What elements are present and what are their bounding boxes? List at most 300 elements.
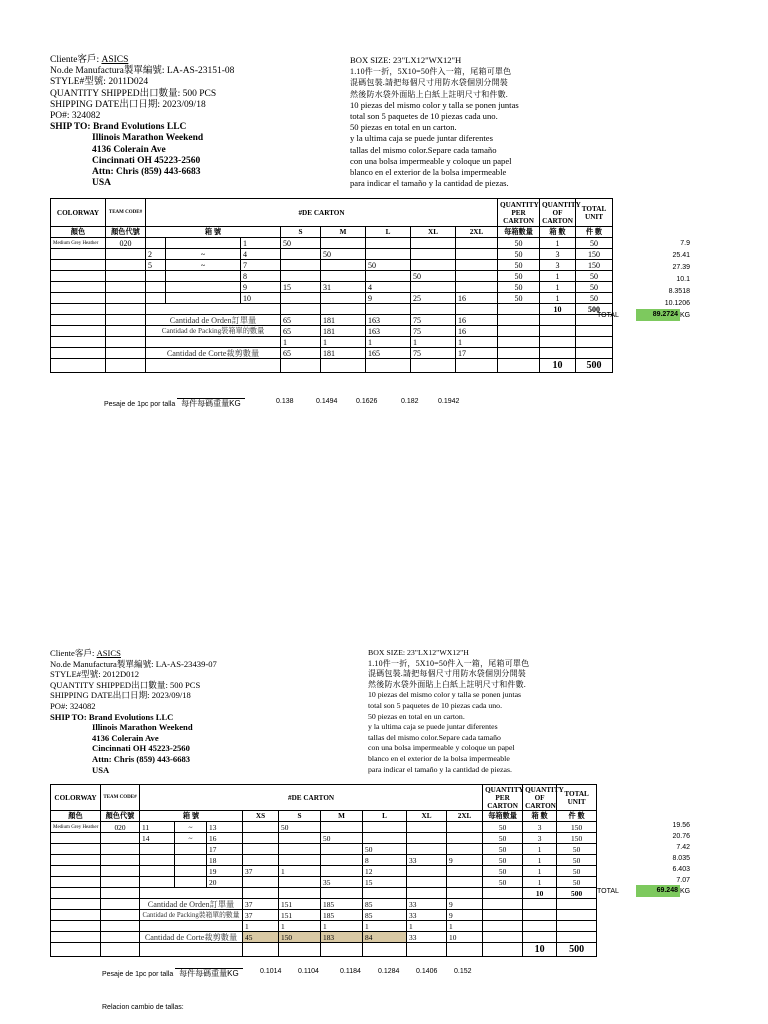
total-units: 50 xyxy=(557,855,597,866)
subtotal-units: 500 xyxy=(576,304,613,315)
subtotal-cartons: 10 xyxy=(540,304,576,315)
carton-count: 3 xyxy=(523,822,557,833)
subtotal-row xyxy=(51,304,613,315)
table-row xyxy=(51,844,597,855)
total-units: 150 xyxy=(576,260,613,271)
size-qty xyxy=(447,844,483,855)
table-row xyxy=(51,877,597,888)
total-units: 150 xyxy=(557,833,597,844)
size-qty xyxy=(243,833,279,844)
diff-qty: 1 xyxy=(456,337,498,348)
diff-qty: 1 xyxy=(243,921,279,932)
box-to: 9 xyxy=(241,282,281,293)
box-zh-header: 箱 號 xyxy=(140,811,243,822)
size-qty: 50 xyxy=(321,833,363,844)
manufactura: No.de Manufactura製單編號: LA-AS-23439-07 xyxy=(50,658,217,669)
carton-weight: 27.39 xyxy=(672,264,690,271)
packing-qty: 37 xyxy=(243,910,279,921)
size-qty xyxy=(407,833,447,844)
sheet1-notes xyxy=(350,55,519,189)
packing-qty: 33 xyxy=(407,910,447,921)
team-code-header: TEAM CODE# xyxy=(101,785,140,811)
color-cell: Medium Grey Heather xyxy=(51,822,101,833)
pesaje-value: 0.1494 xyxy=(316,398,338,405)
size-qty xyxy=(243,877,279,888)
size-qty: 15 xyxy=(281,282,321,293)
corte-qty: 17 xyxy=(456,348,498,359)
diff-row xyxy=(51,337,613,348)
total-units: 150 xyxy=(576,249,613,260)
table-row xyxy=(51,282,613,293)
carton-count: 3 xyxy=(540,249,576,260)
table-row xyxy=(51,238,613,249)
size-qty: 37 xyxy=(243,866,279,877)
note-zh: 混碼包裝.請把每個尺寸用防水袋個別分開裝 xyxy=(368,669,526,679)
packing-qty: 185 xyxy=(321,910,363,921)
size-qty xyxy=(321,238,366,249)
size-qty xyxy=(281,260,321,271)
corte-qty: 150 xyxy=(279,932,321,943)
address-line: 4136 Colerain Ave xyxy=(92,732,159,743)
carton-table xyxy=(50,198,613,373)
corte-qty: 181 xyxy=(321,348,366,359)
address-line: 4136 Colerain Ave xyxy=(92,144,166,155)
packing-label: Cantidad de Packing裝箱單的數量 xyxy=(146,326,281,337)
box-from xyxy=(146,293,166,304)
carton-count: 1 xyxy=(523,844,557,855)
packing-qty: 151 xyxy=(279,910,321,921)
qty-of-carton-header: QUANTITY OF CARTON xyxy=(540,199,576,227)
pesaje-value: 0.1284 xyxy=(378,968,400,975)
packing-qty: 181 xyxy=(321,326,366,337)
note-zh: 1.10件一折，5X10=50件入一箱，尾箱可單色 xyxy=(350,67,512,77)
size-qty: 50 xyxy=(281,238,321,249)
size-qty xyxy=(407,877,447,888)
carton-weight: 6.403 xyxy=(672,866,690,873)
size-qty xyxy=(243,844,279,855)
pesaje-label: Pesaje de 1pc por talla xyxy=(102,971,174,978)
box-from xyxy=(140,844,175,855)
pesaje-value: 0.152 xyxy=(454,968,472,975)
carton-weight: 7.9 xyxy=(680,240,690,247)
pesaje-value: 0.1104 xyxy=(298,968,319,975)
final-units: 500 xyxy=(557,943,597,957)
size-qty xyxy=(321,271,366,282)
corte-row xyxy=(51,932,597,943)
qty-per-carton: 50 xyxy=(498,249,540,260)
subtotal-units: 500 xyxy=(557,888,597,899)
address-line: USA xyxy=(92,764,110,775)
code-zh-header: 顏色代號 xyxy=(106,227,146,238)
packing-row xyxy=(51,326,613,337)
box-zh-header: 箱 號 xyxy=(146,227,281,238)
client-name: ASICS xyxy=(101,55,129,65)
box-tilde xyxy=(166,293,241,304)
pesaje-zh-label: 每件每碼重量KG xyxy=(177,398,245,408)
address-line: Attn: Chris (859) 443-6683 xyxy=(92,753,191,764)
orden-label: Cantidad de Orden訂單量 xyxy=(140,899,243,910)
note-es: tallas del mismo color.Separe cada tamaño xyxy=(350,144,497,155)
orden-qty: 37 xyxy=(243,899,279,910)
pesaje-value: 0.1184 xyxy=(340,968,361,975)
corte-qty: 165 xyxy=(366,348,411,359)
size-qty xyxy=(456,260,498,271)
note-es: total son 5 paquetes de 10 piezas cada uno. xyxy=(368,700,503,710)
box-to: 16 xyxy=(207,833,243,844)
size-qty xyxy=(279,877,321,888)
size-qty: 15 xyxy=(363,877,407,888)
qty-of-carton-header: QUANTITY OF CARTON xyxy=(523,785,557,811)
carton-header: #DE CARTON xyxy=(146,199,498,227)
table-row xyxy=(51,249,613,260)
total-units: 50 xyxy=(557,844,597,855)
carton-weight: 19.56 xyxy=(672,822,690,829)
box-to: 8 xyxy=(241,271,281,282)
subtotal-cartons: 10 xyxy=(523,888,557,899)
packing-qty: 85 xyxy=(363,910,407,921)
total-label: TOTAL xyxy=(597,888,619,895)
size-qty xyxy=(243,822,279,833)
table-row xyxy=(51,822,597,833)
table-row xyxy=(51,855,597,866)
size-qty xyxy=(411,260,456,271)
total-weight-label xyxy=(597,888,619,895)
box-from xyxy=(146,282,166,293)
total-units: 50 xyxy=(557,877,597,888)
size-qty xyxy=(456,249,498,260)
address-line: Cincinnati OH 45223-2560 xyxy=(92,743,190,754)
size-qty: 33 xyxy=(407,855,447,866)
qpc-zh-header: 每箱數量 xyxy=(483,811,523,822)
carton-header: #DE CARTON xyxy=(140,785,483,811)
diff-qty: 1 xyxy=(411,337,456,348)
size-qty: 9 xyxy=(447,855,483,866)
size-qty: 50 xyxy=(279,822,321,833)
total-kg: 69.248 xyxy=(656,887,678,894)
total-units: 50 xyxy=(576,271,613,282)
carton-count: 3 xyxy=(540,260,576,271)
size-qty xyxy=(321,866,363,877)
note-es: 10 piezas del mismo color y talla se ponen juntas xyxy=(368,690,522,700)
box-tilde xyxy=(175,844,207,855)
total-zh-header: 件 數 xyxy=(557,811,597,822)
color-zh-header: 顏色 xyxy=(51,227,106,238)
total-kg: 89.2724 xyxy=(652,311,678,318)
size-header: XL xyxy=(407,811,447,822)
po-number: PO#: 324082 xyxy=(50,111,101,122)
size-qty: 50 xyxy=(411,271,456,282)
subtotal-row xyxy=(51,888,597,899)
qty-per-carton: 50 xyxy=(483,833,523,844)
diff-qty: 1 xyxy=(407,921,447,932)
packing-qty: 65 xyxy=(281,326,321,337)
orden-qty: 16 xyxy=(456,315,498,326)
carton-count: 3 xyxy=(523,833,557,844)
qty-per-carton: 50 xyxy=(483,877,523,888)
box-tilde xyxy=(175,866,207,877)
pesaje-value: 0.1406 xyxy=(416,968,438,975)
table-row xyxy=(51,293,613,304)
note-zh: 然後防水袋外面貼上白紙上註明尺寸和件數. xyxy=(350,89,508,99)
orden-row xyxy=(51,315,613,326)
box-tilde: ~ xyxy=(175,822,207,833)
orden-qty: 181 xyxy=(321,315,366,326)
qoc-zh-header: 箱 數 xyxy=(540,227,576,238)
colorway-header: COLORWAY xyxy=(51,785,101,811)
orden-qty: 65 xyxy=(281,315,321,326)
size-header: 2XL xyxy=(456,227,498,238)
size-qty: 31 xyxy=(321,282,366,293)
size-qty: 50 xyxy=(366,260,411,271)
carton-weight: 7.07 xyxy=(676,877,690,884)
carton-table xyxy=(50,784,597,957)
pesaje-value: 0.1014 xyxy=(260,968,282,975)
note-es: y la ultima caja se puede juntar diferentes xyxy=(350,133,493,144)
colorway-header: COLORWAY xyxy=(51,199,106,227)
box-to: 13 xyxy=(207,822,243,833)
corte-qty: 65 xyxy=(281,348,321,359)
note-es: y la ultima caja se puede juntar diferentes xyxy=(368,722,498,732)
packing-qty: 163 xyxy=(366,326,411,337)
box-tilde xyxy=(175,855,207,866)
client-label: Cliente客戶: xyxy=(50,648,95,658)
orden-qty: 151 xyxy=(279,899,321,910)
note-es: 10 piezas del mismo color y talla se ponen juntas xyxy=(350,99,519,110)
box-to: 4 xyxy=(241,249,281,260)
qty-per-carton: 50 xyxy=(498,260,540,271)
diff-qty: 1 xyxy=(321,337,366,348)
orden-label: Cantidad de Orden訂單量 xyxy=(146,315,281,326)
size-qty xyxy=(321,822,363,833)
size-header: 2XL xyxy=(447,811,483,822)
qty-per-carton-header: QUANTITY PER CARTON xyxy=(483,785,523,811)
table-row xyxy=(51,866,597,877)
final-total-row xyxy=(51,943,597,957)
final-cartons: 10 xyxy=(523,943,557,957)
orden-qty: 75 xyxy=(411,315,456,326)
box-tilde xyxy=(166,271,241,282)
size-qty: 8 xyxy=(363,855,407,866)
address-line: USA xyxy=(92,178,112,189)
size-qty xyxy=(456,238,498,249)
size-qty xyxy=(366,249,411,260)
size-header: M xyxy=(321,227,366,238)
size-qty: 16 xyxy=(456,293,498,304)
diff-qty: 1 xyxy=(279,921,321,932)
style-number: STYLE#型號: 2012D012 xyxy=(50,669,140,680)
size-qty xyxy=(363,822,407,833)
packing-qty: 75 xyxy=(411,326,456,337)
box-from: 2 xyxy=(146,249,166,260)
qty-per-carton: 50 xyxy=(498,293,540,304)
total-zh-header: 件 數 xyxy=(576,227,613,238)
size-qty: 50 xyxy=(363,844,407,855)
size-qty: 12 xyxy=(363,866,407,877)
size-qty xyxy=(321,293,366,304)
pesaje-row xyxy=(104,398,524,409)
orden-qty: 85 xyxy=(363,899,407,910)
note-es: 50 piezas en total en un carton. xyxy=(368,711,465,721)
pesaje-value: 0.138 xyxy=(276,398,294,405)
size-qty xyxy=(447,833,483,844)
packing-label: Cantidad de Packing裝箱單的數量 xyxy=(140,910,243,921)
note-es: 50 piezas en total en un carton. xyxy=(350,122,457,133)
total-units: 50 xyxy=(576,282,613,293)
carton-weight: 10.1206 xyxy=(664,300,690,307)
size-header: L xyxy=(363,811,407,822)
box-tilde xyxy=(175,877,207,888)
pesaje-value: 0.182 xyxy=(401,398,419,405)
carton-count: 1 xyxy=(523,877,557,888)
team-code-header: TEAM CODE# xyxy=(106,199,146,227)
carton-weight: 10.1 xyxy=(676,276,690,283)
pesaje-value: 0.1626 xyxy=(356,398,378,405)
kg-unit: KG xyxy=(680,888,691,895)
size-qty xyxy=(407,844,447,855)
orden-qty: 33 xyxy=(407,899,447,910)
note-zh: 混碼包裝.請把每個尺寸用防水袋個別分開裝 xyxy=(350,78,508,88)
diff-qty: 1 xyxy=(366,337,411,348)
note-es: total son 5 paquetes de 10 piezas cada uno. xyxy=(350,111,498,122)
table-row xyxy=(51,271,613,282)
size-qty xyxy=(363,833,407,844)
packing-qty: 16 xyxy=(456,326,498,337)
pesaje-row xyxy=(102,968,522,979)
relacion-label: Relacion cambio de tallas: xyxy=(102,1004,184,1011)
orden-qty: 185 xyxy=(321,899,363,910)
size-qty xyxy=(321,855,363,866)
total-label: TOTAL xyxy=(597,312,619,319)
corte-qty: 183 xyxy=(321,932,363,943)
size-qty xyxy=(447,866,483,877)
diff-qty: 1 xyxy=(447,921,483,932)
size-qty xyxy=(281,293,321,304)
total-weight-label xyxy=(597,312,619,319)
total-units: 50 xyxy=(576,238,613,249)
qoc-zh-header: 箱 數 xyxy=(523,811,557,822)
quantity-shipped: QUANTITY SHIPPED出口數量: 500 PCS xyxy=(50,88,217,99)
qty-per-carton: 50 xyxy=(498,271,540,282)
corte-label: Cantidad de Corte裁剪數量 xyxy=(146,348,281,359)
qty-per-carton-header: QUANTITY PER CARTON xyxy=(498,199,540,227)
qty-per-carton: 50 xyxy=(498,282,540,293)
box-tilde: ~ xyxy=(166,249,241,260)
ship-to: SHIP TO: Brand Evolutions LLC xyxy=(50,711,174,722)
size-qty xyxy=(281,249,321,260)
carton-weight: 8.035 xyxy=(672,855,690,862)
box-to: 1 xyxy=(241,238,281,249)
final-units: 500 xyxy=(576,359,613,373)
packing-row xyxy=(51,910,597,921)
diff-row xyxy=(51,921,597,932)
quantity-shipped: QUANTITY SHIPPED出口數量: 500 PCS xyxy=(50,679,201,690)
note-es: para indicar el tamaño y la cantidad de piezas. xyxy=(350,178,509,189)
client-name: ASICS xyxy=(96,648,121,658)
total-weight-value xyxy=(636,885,680,897)
size-qty xyxy=(279,855,321,866)
box-from: 5 xyxy=(146,260,166,271)
table-row xyxy=(51,833,597,844)
diff-qty: 1 xyxy=(321,921,363,932)
box-to: 18 xyxy=(207,855,243,866)
box-tilde xyxy=(166,238,241,249)
size-qty xyxy=(411,249,456,260)
carton-weight: 7.42 xyxy=(676,844,690,851)
address-line: Cincinnati OH 45223-2560 xyxy=(92,155,201,166)
kg-unit: KG xyxy=(680,312,691,319)
shipping-date: SHIPPING DATE出口日期: 2023/09/18 xyxy=(50,99,206,110)
size-qty: 35 xyxy=(321,877,363,888)
corte-row xyxy=(51,348,613,359)
final-cartons: 10 xyxy=(540,359,576,373)
final-total-row xyxy=(51,359,613,373)
note-es: blanco en el exterior de la bolsa impermeable xyxy=(368,753,510,763)
manufactura: No.de Manufactura製單編號: LA-AS-23151-08 xyxy=(50,66,235,77)
size-header: L xyxy=(366,227,411,238)
qpc-zh-header: 每箱數量 xyxy=(498,227,540,238)
total-units: 150 xyxy=(557,822,597,833)
corte-qty: 10 xyxy=(447,932,483,943)
carton-weight: 25.41 xyxy=(672,252,690,259)
size-qty: 1 xyxy=(279,866,321,877)
shipping-date: SHIPPING DATE出口日期: 2023/09/18 xyxy=(50,690,191,701)
size-qty xyxy=(447,822,483,833)
ship-to: SHIP TO: Brand Evolutions LLC xyxy=(50,122,187,133)
box-to: 19 xyxy=(207,866,243,877)
note-es: blanco en el exterior de la bolsa impermeable xyxy=(350,167,507,178)
size-qty xyxy=(407,866,447,877)
box-from: 14 xyxy=(140,833,175,844)
size-qty xyxy=(281,271,321,282)
corte-qty: 84 xyxy=(363,932,407,943)
address-line: Illinois Marathon Weekend xyxy=(92,133,204,144)
box-from xyxy=(140,855,175,866)
carton-count: 1 xyxy=(523,866,557,877)
note-es: con una bolsa impermeable y coloque un papel xyxy=(350,155,512,166)
sheet1-header-left xyxy=(50,55,234,189)
sheet2-notes xyxy=(368,648,529,775)
carton-count: 1 xyxy=(540,282,576,293)
code-cell: 020 xyxy=(106,238,146,249)
table-row xyxy=(51,260,613,271)
packing-qty: 9 xyxy=(447,910,483,921)
note-zh: 然後防水袋外面貼上白紙上註明尺寸和件數. xyxy=(368,679,526,689)
total-units: 50 xyxy=(557,866,597,877)
color-cell: Medium Grey Heather xyxy=(51,238,106,249)
corte-qty: 75 xyxy=(411,348,456,359)
diff-qty: 1 xyxy=(363,921,407,932)
size-qty xyxy=(456,282,498,293)
code-zh-header: 顏色代號 xyxy=(101,811,140,822)
box-size: BOX SIZE: 23"LX12"WX12"H xyxy=(368,648,469,657)
size-qty xyxy=(321,260,366,271)
size-qty: 50 xyxy=(321,249,366,260)
note-es: con una bolsa impermeable y coloque un papel xyxy=(368,743,515,753)
box-to: 20 xyxy=(207,877,243,888)
box-tilde: ~ xyxy=(175,833,207,844)
pesaje-value: 0.1942 xyxy=(438,398,460,405)
total-weight-value xyxy=(636,309,680,321)
carton-weight: 8.3518 xyxy=(668,288,690,295)
corte-qty: 33 xyxy=(407,932,447,943)
pesaje-zh-label: 每件每碼重量KG xyxy=(175,968,243,978)
orden-qty: 9 xyxy=(447,899,483,910)
box-from xyxy=(140,877,175,888)
size-qty xyxy=(407,822,447,833)
size-qty xyxy=(279,833,321,844)
size-qty: 4 xyxy=(366,282,411,293)
total-units: 50 xyxy=(576,293,613,304)
